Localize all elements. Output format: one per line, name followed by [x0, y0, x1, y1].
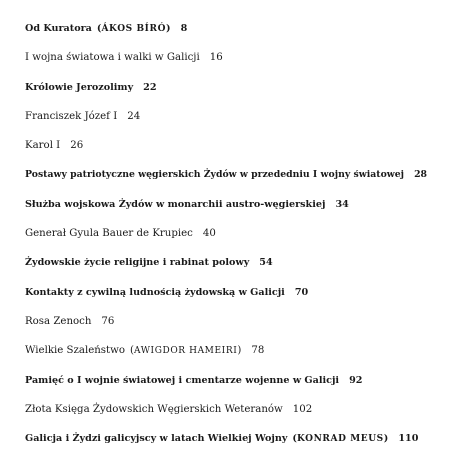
toc-entry-page: 26: [70, 140, 84, 152]
toc-entry-title: Wielkie Szaleństwo: [25, 345, 125, 357]
toc-entry-page: 110: [398, 433, 419, 445]
table-of-contents: [25, 20, 465, 459]
toc-entry-title: Kontakty z cywilną ludnością żydowską w Galicji: [25, 286, 285, 298]
toc-entry[interactable]: [25, 372, 465, 401]
toc-entry[interactable]: [25, 108, 465, 137]
toc-entry[interactable]: [25, 196, 465, 225]
toc-entry-page: 78: [251, 345, 265, 357]
toc-entry-title: Królowie Jerozolimy: [25, 81, 134, 93]
toc-entry[interactable]: [25, 313, 465, 342]
toc-entry-page: 34: [335, 198, 349, 210]
toc-entry-title: Franciszek Józef I: [25, 110, 118, 122]
toc-entry-author: KONRAD MEUS: [296, 434, 384, 445]
toc-entry-page: 24: [127, 110, 141, 122]
toc-entry-title: Generał Gyula Bauer de Krupiec: [25, 228, 193, 240]
toc-entry-title: Od Kuratora: [25, 23, 92, 34]
toc-entry-title: Żydowskie życie religijne i rabinat polowy: [25, 257, 250, 269]
toc-entry-page: 8: [180, 23, 188, 34]
toc-entry[interactable]: [25, 254, 465, 283]
toc-entry-author: ÁKOS BÍRÓ: [101, 24, 167, 34]
toc-entry-title: Karol I: [25, 140, 61, 152]
toc-entry-author-wrap: [292, 433, 388, 444]
toc-entry[interactable]: [25, 225, 465, 254]
toc-entry[interactable]: [25, 137, 465, 166]
toc-entry-page: 54: [259, 257, 273, 269]
toc-entry[interactable]: [25, 342, 465, 371]
toc-entry[interactable]: [25, 49, 465, 78]
toc-entry-page: 76: [101, 315, 115, 327]
toc-entry-title: Rosa Zenoch: [25, 315, 92, 327]
toc-entry-title: Złota Księga Żydowskich Węgierskich Weteranów: [25, 403, 283, 415]
toc-entry-title: Postawy patriotyczne węgierskich Żydów w przededniu I wojny światowej: [25, 169, 405, 181]
toc-entry[interactable]: [25, 430, 465, 459]
toc-entry[interactable]: [25, 401, 465, 430]
toc-entry-title: Galicja i Żydzi galicyjscy w latach Wielkiej Wojny: [25, 433, 288, 445]
toc-entry-page: 22: [143, 81, 157, 93]
toc-entry-title: Pamięć o I wojnie światowej i cmentarze wojenne w Galicji: [25, 374, 340, 386]
toc-entry-page: 92: [349, 374, 363, 386]
toc-entry-page: 70: [294, 286, 309, 298]
toc-entry[interactable]: [25, 79, 465, 108]
toc-entry-author-wrap: [97, 23, 171, 34]
toc-entry-page: 40: [202, 228, 216, 240]
toc-entry-author-wrap: [130, 345, 241, 356]
toc-entry-title: I wojna światowa i walki w Galicji: [25, 52, 200, 64]
toc-entry[interactable]: [25, 284, 465, 313]
toc-entry-page: 16: [209, 52, 223, 64]
toc-entry[interactable]: [25, 166, 465, 195]
toc-entry-page: 102: [292, 403, 313, 415]
toc-entry-title: Służba wojskowa Żydów w monarchii austro-węgierskiej: [25, 198, 326, 210]
toc-entry-page: 28: [414, 169, 428, 181]
toc-entry[interactable]: [25, 20, 465, 49]
toc-entry-author: AWIGDOR HAMEIRI: [133, 346, 238, 357]
